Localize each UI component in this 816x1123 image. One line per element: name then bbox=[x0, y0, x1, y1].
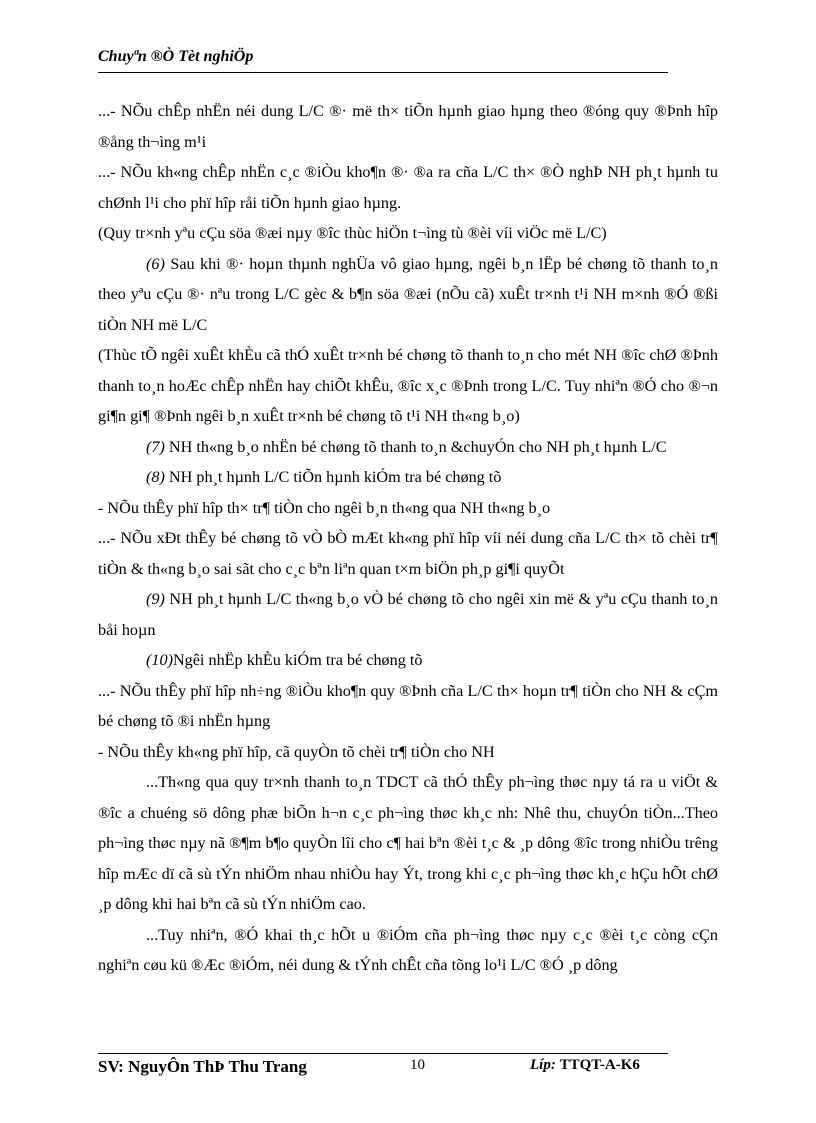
paragraph-step-10 bbox=[98, 645, 718, 676]
paragraph-step-9 bbox=[98, 584, 718, 645]
paragraph: ...- NÕu kh«ng chÊp nhËn c¸c ®iÒu kho¶n ®· ®a ra cña L/C th× ®Ò nghÞ NH ph¸t hµnh tu chØnh l¹i cho phï hîp råi tiÕn hµnh giao hµng. bbox=[98, 163, 718, 212]
step-number: (6) bbox=[146, 254, 165, 273]
paragraph-step-6 bbox=[98, 249, 718, 341]
footer-student-name: SV: NguyÔn ThÞ Thu Trang bbox=[98, 1057, 307, 1076]
paragraph-text: Sau khi ®· hoµn thµnh nghÜa vô giao hµng, ngêi b¸n lËp bé chøng tõ thanh to¸n theo yªu cÇu ®· nªu trong L/C gèc & b¶n söa ®æi (nÕu cã) xuÊt tr×nh t¹i NH m×nh ®Ó ®ßi tiÒn NH më L/C bbox=[98, 254, 719, 334]
paragraph: ...- NÕu xÐt thÊy bé chøng tõ vÒ bÒ mÆt kh«ng phï hîp víi néi dung cña L/C th× tõ chèi tr¶ tiÒn & th«ng b¸o sai sãt cho c¸c bªn liªn quan t×m biÖn ph¸p gi¶i quyÕt bbox=[98, 529, 718, 578]
paragraph-text: NH ph¸t hµnh L/C th«ng b¸o vÒ bé chøng tõ cho ngêi xin më & yªu cÇu thanh to¸n båi hoµn bbox=[98, 590, 719, 639]
page-number: 10 bbox=[410, 1057, 425, 1073]
paragraph: ...- NÕu chÊp nhËn néi dung L/C ®· më th× tiÕn hµnh giao hµng theo ®óng quy ®Þnh hîp ®ång th¬ìng m¹i bbox=[98, 102, 718, 151]
paragraph-text: NH ph¸t hµnh L/C tiÕn hµnh kiÓm tra bé chøng tõ bbox=[168, 468, 502, 486]
paragraph-step-7 bbox=[98, 432, 718, 463]
document-body bbox=[98, 96, 718, 981]
paragraph: ...Th«ng qua quy tr×nh thanh to¸n TDCT cã thÓ thÊy ph¬ìng thøc nµy tá ra u viÖt & ®îc a chuéng sö dông phæ biÕn h¬n c¸c ph¬ìng thøc kh¸c nh: Nhê thu, chuyÓn tiÒn...Theo ph¬ìng thøc nµy nã ®¶m b¶o quyÒn lîi cho c¶ hai bªn ®èi t¸c & ¸p dông ®îc trong nhiÒu trêng hîp mÆc dï cã sù tÝn nhiÖm nhau nhiÒu hay Ýt, trong khi c¸c ph¬ìng thøc kh¸c hÇu hÕt chØ ¸p dông khi hai bªn cã sù tÝn nhiÖm cao. bbox=[98, 773, 718, 913]
paragraph: (Thùc tÕ ngêi xuÊt khÈu cã thÓ xuÊt tr×nh bé chøng tõ thanh to¸n cho mét NH ®îc chØ ®Þnh thanh to¸n hoÆc chÊp nhËn hay chiÕt khÊu, ®îc x¸c ®Þnh trong L/C. Tuy nhiªn ®Ó cho ®¬n gi¶n gi¶ ®Þnh ngêi b¸n xuÊt tr×nh bé chøng tõ t¹i NH th«ng b¸o) bbox=[98, 346, 718, 425]
paragraph-step-8 bbox=[98, 462, 718, 493]
paragraph: - NÕu thÊy phï hîp th× tr¶ tiÒn cho ngêi b¸n th«ng qua NH th«ng b¸o bbox=[98, 498, 551, 517]
footer-class-label: Líp: bbox=[530, 1057, 556, 1073]
footer-class-value: TTQT-A-K6 bbox=[559, 1057, 640, 1073]
paragraph: ...- NÕu thÊy phï hîp nh÷ng ®iÒu kho¶n quy ®Þnh cña L/C th× hoµn tr¶ tiÒn cho NH & cÇm bé chøng tõ ®i nhËn hµng bbox=[98, 681, 718, 730]
footer-class bbox=[530, 1057, 640, 1074]
paragraph-text: Ngêi nhËp khÈu kiÓm tra bé chøng tõ bbox=[172, 651, 423, 669]
step-number: (8) bbox=[146, 468, 165, 486]
step-number: (7) bbox=[146, 437, 165, 456]
paragraph: - NÕu thÊy kh«ng phï hîp, cã quyÒn tõ chèi tr¶ tiÒn cho NH bbox=[98, 742, 495, 761]
document-header-title: Chuyªn ®Ò Tèt nghiÖp bbox=[98, 48, 254, 65]
step-number: (9) bbox=[146, 590, 165, 608]
paragraph: (Quy tr×nh yªu cÇu söa ®æi nµy ®îc thùc hiÖn t¬ìng tù ®èi víi viÖc më L/C) bbox=[98, 224, 607, 242]
paragraph: ...Tuy nhiªn, ®Ó khai th¸c hÕt u ®iÓm cña ph¬ìng thøc nµy c¸c ®èi t¸c còng cÇn nghiªn cøu kü ®Æc ®iÓm, néi dung & tÝnh chÊt cña tõng lo¹i L/C ®Ó ¸p dông bbox=[98, 925, 718, 974]
step-number: (10) bbox=[146, 651, 173, 669]
paragraph-text: NH th«ng b¸o nhËn bé chøng tõ thanh to¸n &chuyÓn cho NH ph¸t hµnh L/C bbox=[168, 437, 667, 456]
footer-divider bbox=[98, 1053, 668, 1054]
header-divider bbox=[98, 72, 668, 73]
